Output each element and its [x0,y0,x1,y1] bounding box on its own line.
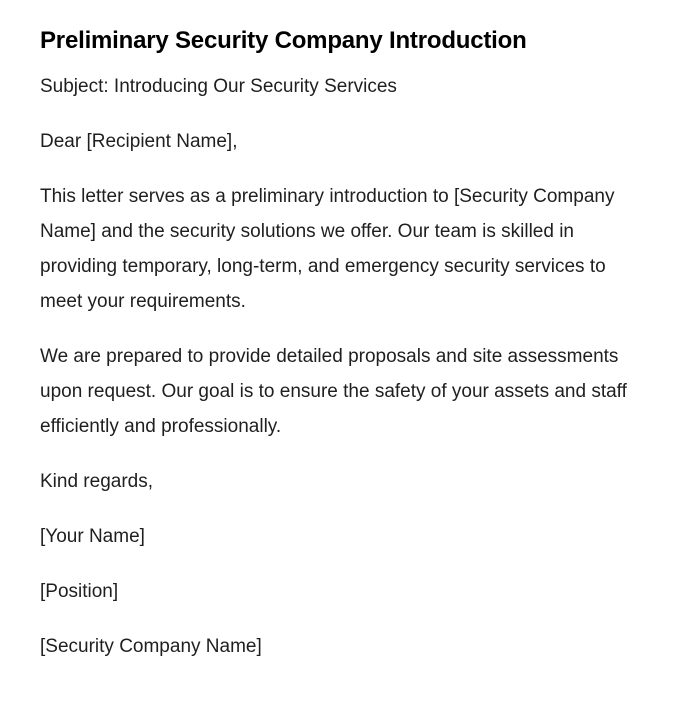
letter-document [40,24,650,664]
letter-paragraph-intro: This letter serves as a preliminary introduction to [Security Company Name] and the security solutions we offer. Our team is skilled in providing temporary, long-term, and emergency security services to meet your requirements. [40,186,615,312]
letter-subject: Subject: Introducing Our Security Services [40,76,397,97]
letter-paragraph-offer: We are prepared to provide detailed proposals and site assessments upon request. Our goal is to ensure the safety of your assets and staff efficiently and professionally. [40,346,627,437]
letter-title: Preliminary Security Company Introduction [40,27,527,54]
letter-closing: Kind regards, [40,471,154,492]
signature-company: [Security Company Name] [40,636,262,657]
letter-greeting: Dear [Recipient Name], [40,131,238,152]
signature-position: [Position] [40,581,119,602]
signature-name: [Your Name] [40,526,145,547]
